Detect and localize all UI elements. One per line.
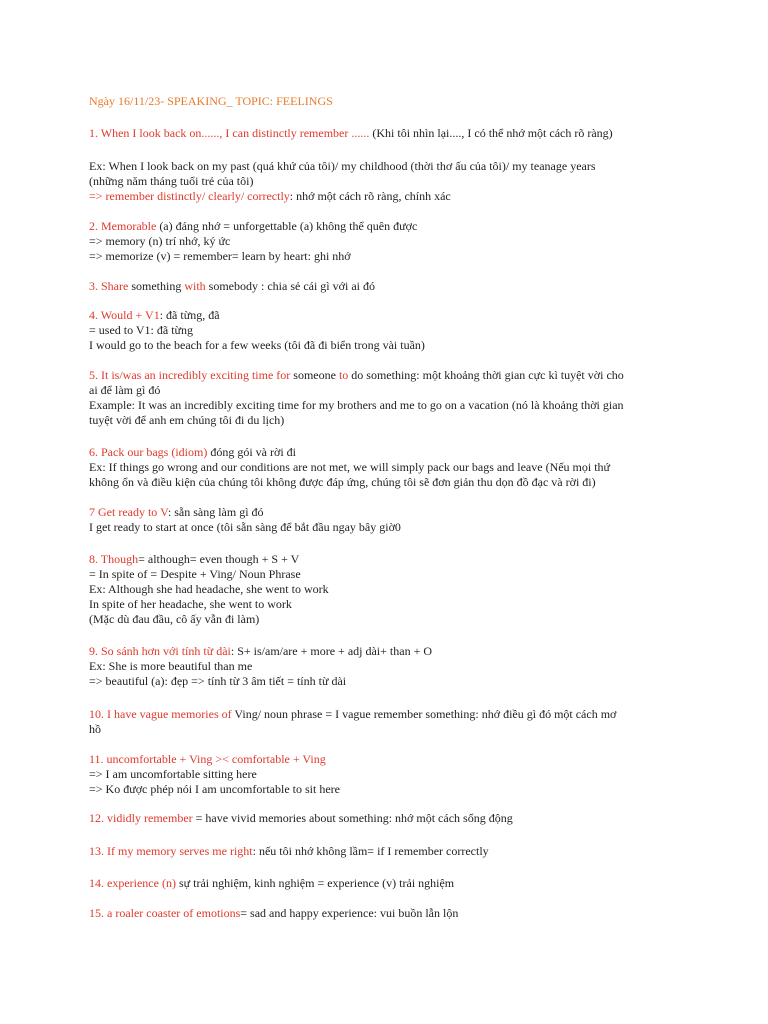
item-3-term: 3. Share bbox=[89, 279, 129, 293]
item-1-example-line-2: (những năm tháng tuổi trẻ của tôi) bbox=[89, 174, 254, 188]
item-1-meaning: (Khi tôi nhìn lại...., I có thể nhớ một cách rõ ràng) bbox=[369, 126, 613, 140]
item-12-meaning: = have vivid memories about something: nhớ một cách sống động bbox=[192, 811, 513, 825]
item-7-line-2: I get ready to start at once (tôi sẵn sàng để bắt đầu ngay bây giờ0 bbox=[89, 520, 401, 534]
item-3-text: something bbox=[128, 279, 185, 293]
item-15-heading bbox=[89, 906, 679, 921]
item-9-meaning: : S+ is/am/are + more + adj dài+ than + O bbox=[230, 644, 433, 658]
item-5-heading bbox=[89, 368, 679, 383]
item-2-term: 2. Memorable bbox=[89, 219, 157, 233]
item-13-term: 13. If my memory serves me right bbox=[89, 844, 253, 858]
item-4-line-3: I would go to the beach for a few weeks (tôi đã đi biển trong vài tuần) bbox=[89, 338, 425, 352]
item-1-heading bbox=[89, 126, 679, 141]
item-13-meaning: : nếu tôi nhớ không lầm= if I remember correctly bbox=[252, 844, 489, 858]
item-9-term: 9. So sánh hơn với tính từ dài bbox=[89, 644, 231, 658]
item-15-meaning: = sad and happy experience: vui buồn lẫn lộn bbox=[240, 906, 459, 920]
item-5-term: 5. It is/was an incredibly exciting time for bbox=[89, 368, 291, 382]
item-5-line-3: Example: It was an incredibly exciting time for my brothers and me to go on a vacation (nó là khoảng thời gian bbox=[89, 398, 624, 412]
item-14-heading bbox=[89, 876, 679, 891]
item-8-line-4: In spite of her headache, she went to work bbox=[89, 597, 292, 611]
item-1-term: 1. When I look back on......, I can distinctly remember ...... bbox=[89, 126, 370, 140]
item-8-line-5: (Mặc dù đau đầu, cô ấy vẫn đi làm) bbox=[89, 612, 260, 626]
item-9-line-3: => beautiful (a): đẹp => tính từ 3 âm tiết = tính từ dài bbox=[89, 674, 347, 688]
item-3-heading bbox=[89, 279, 679, 294]
item-6-line-2: Ex: If things go wrong and our conditions are not met, we will simply pack our bags and leave (Nếu mọi thứ bbox=[89, 460, 611, 474]
item-5-meaning: do something: một khoảng thời gian cực kì tuyệt vời cho bbox=[348, 368, 624, 382]
page-title: Ngày 16/11/23- SPEAKING_ TOPIC: FEELINGS bbox=[89, 94, 333, 108]
item-6-meaning: đóng gói và rời đi bbox=[207, 445, 296, 459]
item-14-meaning: sự trải nghiệm, kinh nghiệm = experience (v) trải nghiệm bbox=[175, 876, 455, 890]
item-5-line-2: ai để làm gì đó bbox=[89, 383, 161, 397]
item-6-line-3: không ổn và điều kiện của chúng tôi không được đáp ứng, chúng tôi sẽ đơn giản thu dọn đồ đạc và rời đi) bbox=[89, 475, 596, 489]
item-8-heading bbox=[89, 552, 679, 567]
item-7-meaning: : sẵn sàng làm gì đó bbox=[167, 505, 264, 519]
item-4-heading bbox=[89, 308, 679, 323]
item-2-line-2: => memory (n) trí nhớ, ký ức bbox=[89, 234, 231, 248]
item-8-term: 8. Though bbox=[89, 552, 139, 566]
item-10-line-2: hồ bbox=[89, 722, 101, 736]
item-8-meaning: = although= even though + S + V bbox=[138, 552, 300, 566]
item-11-line-2: => I am uncomfortable sitting here bbox=[89, 767, 257, 781]
item-12-heading bbox=[89, 811, 679, 826]
item-14-term: 14. experience (n) bbox=[89, 876, 176, 890]
item-8-line-2: = In spite of = Despite + Ving/ Noun Phrase bbox=[89, 567, 301, 581]
item-5-to: to bbox=[338, 368, 349, 382]
item-8-line-3: Ex: Although she had headache, she went to work bbox=[89, 582, 329, 596]
item-6-term: 6. Pack our bags (idiom) bbox=[89, 445, 208, 459]
item-13-heading bbox=[89, 844, 679, 859]
item-7-heading bbox=[89, 505, 679, 520]
item-2-line-3: => memorize (v) = remember= learn by heart: ghi nhớ bbox=[89, 249, 351, 263]
item-7-term: 7 Get ready to V bbox=[89, 505, 168, 519]
item-10-term: 10. I have vague memories of bbox=[89, 707, 232, 721]
item-1-note bbox=[89, 189, 679, 204]
item-2-heading bbox=[89, 219, 679, 234]
item-4-line-2: = used to V1: đã từng bbox=[89, 323, 194, 337]
item-12-term: 12. vididly remember bbox=[89, 811, 193, 825]
item-11-heading: 11. uncomfortable + Ving >< comfortable + Ving bbox=[89, 752, 326, 766]
item-5-line-4: tuyệt vời để anh em chúng tôi đi du lịch) bbox=[89, 413, 285, 427]
item-4-term: 4. Would + V1 bbox=[89, 308, 160, 322]
item-11-line-3: => Ko được phép nói I am uncomfortable to sit here bbox=[89, 782, 340, 796]
item-9-heading bbox=[89, 644, 679, 659]
item-6-heading bbox=[89, 445, 679, 460]
item-1-note-term: => remember distinctly/ clearly/ correctly bbox=[89, 189, 290, 203]
item-10-meaning: Ving/ noun phrase = I vague remember something: nhớ điều gì đó một cách mơ bbox=[231, 707, 617, 721]
item-3-with: with bbox=[184, 279, 206, 293]
item-15-term: 15. a roaler coaster of emotions bbox=[89, 906, 241, 920]
item-1-note-meaning: : nhớ một cách rõ ràng, chính xác bbox=[289, 189, 451, 203]
item-2-meaning: (a) đáng nhớ = unforgettable (a) không thể quên được bbox=[156, 219, 418, 233]
item-3-meaning: somebody : chia sẻ cái gì với ai đó bbox=[205, 279, 375, 293]
item-9-line-2: Ex: She is more beautiful than me bbox=[89, 659, 253, 673]
item-10-heading bbox=[89, 707, 679, 722]
item-5-someone: someone bbox=[290, 368, 339, 382]
item-1-example-line-1: Ex: When I look back on my past (quá khứ của tôi)/ my childhood (thời thơ ấu của tôi)/ my teanage years bbox=[89, 159, 596, 173]
item-4-meaning: : đã từng, đã bbox=[159, 308, 220, 322]
